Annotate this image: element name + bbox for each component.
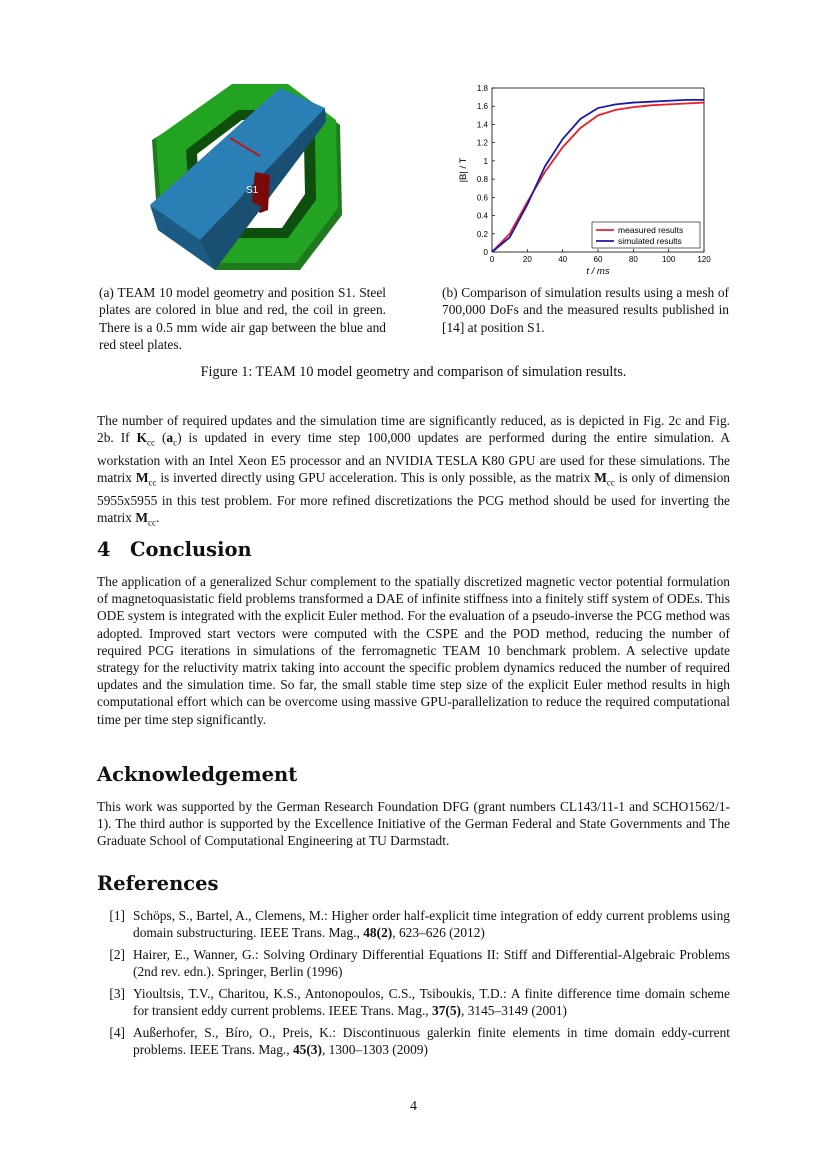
figure-b-chart xyxy=(450,78,730,278)
reference-text: Hairer, E., Wanner, G.: Solving Ordinary Differential Equations II: Stiff and Differential-Algebraic Problems (2nd rev. edn.). Springer, Berlin (1996) xyxy=(133,947,730,980)
reference-item xyxy=(97,985,730,1019)
section-heading-conclusion xyxy=(97,538,252,561)
reference-text: Schöps, S., Bartel, A., Clemens, M.: Higher order half-explicit time integration of eddy current problems using domain substructuring. IEEE Trans. Mag., 48(2), 623–626 (2012) xyxy=(133,908,730,941)
x-tick-label: 40 xyxy=(558,255,568,264)
reference-item xyxy=(97,1024,730,1058)
x-tick-label: 120 xyxy=(697,255,711,264)
figure-a-caption: (a) TEAM 10 model geometry and position S1. Steel plates are colored in blue and red, the coil in green. There is a 0.5 mm wide air gap between the blue and red steel plates. xyxy=(99,285,386,353)
y-tick-label: 1 xyxy=(483,156,488,166)
body-paragraph: The number of required updates and the simulation time are significantly reduced, as is depicted in Fig. 2c and Fig. 2b. If $K_{cc}$ $(a_c)$ is updated in every time step 100,000 updates are performed during the entire simulation. A workstation with an Intel Xeon E5 processor and an NVIDIA TESLA K80 GPU are used for these simulations. The matrix $M_{cc}$ is inverted directly using GPU acceleration. This is only possible, as the matrix $M_{cc}$ is only of dimension 5955x5955 in this test problem. For more refined discretizations the PCG method should be used for inverting the matrix $M_{cc}$. xyxy=(97,413,730,529)
reference-text: Yioultsis, T.V., Charitou, K.S., Antonopoulos, C.S., Tsiboukis, T.D.: A finite difference time domain scheme for transient eddy current problems. IEEE Trans. Mag., 37(5), 3145–3149 (2001) xyxy=(133,986,730,1019)
x-tick-label: 20 xyxy=(522,255,532,264)
y-tick-label: 0.4 xyxy=(476,211,488,221)
reference-number: [3] xyxy=(109,986,125,1001)
y-tick-label: 1.2 xyxy=(476,138,488,148)
x-tick-label: 80 xyxy=(628,255,638,264)
reference-number: [2] xyxy=(109,947,125,962)
acknowledgement-title: Acknowledgement xyxy=(97,763,298,786)
x-tick-label: 0 xyxy=(489,255,495,264)
figure-title: Figure 1: TEAM 10 model geometry and comparison of simulation results. xyxy=(200,364,627,380)
y-tick-label: 1.4 xyxy=(476,120,488,130)
y-tick-label: 1.8 xyxy=(476,84,488,93)
reference-number: [1] xyxy=(109,908,125,923)
acknowledgement-text: This work was supported by the German Research Foundation DFG (grant numbers CL143/11-1 and SCHO1562/1-1). The third author is supported by the Excellence Initiative of the German Federal and State Governments and The Graduate School of Computational Engineering at TU Darmstadt. xyxy=(97,799,730,849)
x-tick-label: 100 xyxy=(661,255,676,264)
figure-a-geometry xyxy=(140,80,355,275)
references-title: References xyxy=(97,872,219,895)
section-heading-references xyxy=(97,872,219,895)
conclusion-text: The application of a generalized Schur complement to the spatially discretized magnetic vector potential formulation of magnetoquasistatic field problems transformed a DAE of infinite stiffness into a finitely stiff system of ODEs. This ODE system is integrated with the explicit Euler method. For the evaluation of a pseudo-inverse the PCG method was adopted. Improved start vectors were computed with the CSPE and the POD method, reducing the number of required PCG iterations in simulations of the ferromagnetic TEAM 10 benchmark problem. A selective update strategy for the reluctivity matrix taking into account the specific problem dynamics reduced the number of required updates and the simulation time. So far, the small stable time step size of the explicit Euler method results in high computational effort which can be overcome using massive GPU-parallelization to reduce the required computational time per time step significantly. xyxy=(97,574,730,727)
y-axis-label: |B| / T xyxy=(458,157,469,183)
y-tick-label: 0.2 xyxy=(476,229,488,239)
legend-label: measured results xyxy=(618,225,684,235)
y-tick-label: 0.6 xyxy=(476,193,488,203)
x-tick-label: 60 xyxy=(593,255,603,264)
reference-number: [4] xyxy=(109,1025,125,1040)
position-s1-label: S1 xyxy=(246,185,259,196)
section-title: Conclusion xyxy=(130,538,252,561)
page-number: 4 xyxy=(410,1099,417,1114)
y-tick-label: 0.8 xyxy=(476,175,488,185)
flux-density-chart xyxy=(450,78,730,278)
y-tick-label: 0 xyxy=(483,248,488,257)
section-number: 4 xyxy=(97,538,111,561)
reference-text: Außerhofer, S., Bíro, O., Preis, K.: Discontinuous galerkin finite elements in time domain eddy-current problems. IEEE Trans. Mag., 45(3), 1300–1303 (2009) xyxy=(133,1025,730,1058)
y-tick-label: 1.6 xyxy=(476,102,488,112)
figure-b-caption: (b) Comparison of simulation results using a mesh of 700,000 DoFs and the measured results published in [14] at position S1. xyxy=(442,285,729,335)
x-axis-label: t / ms xyxy=(586,266,610,277)
legend-label: simulated results xyxy=(618,236,682,246)
section-heading-acknowledgement xyxy=(97,763,297,786)
reference-item xyxy=(97,946,730,980)
team10-model-illustration xyxy=(140,80,355,275)
reference-item xyxy=(97,907,730,941)
